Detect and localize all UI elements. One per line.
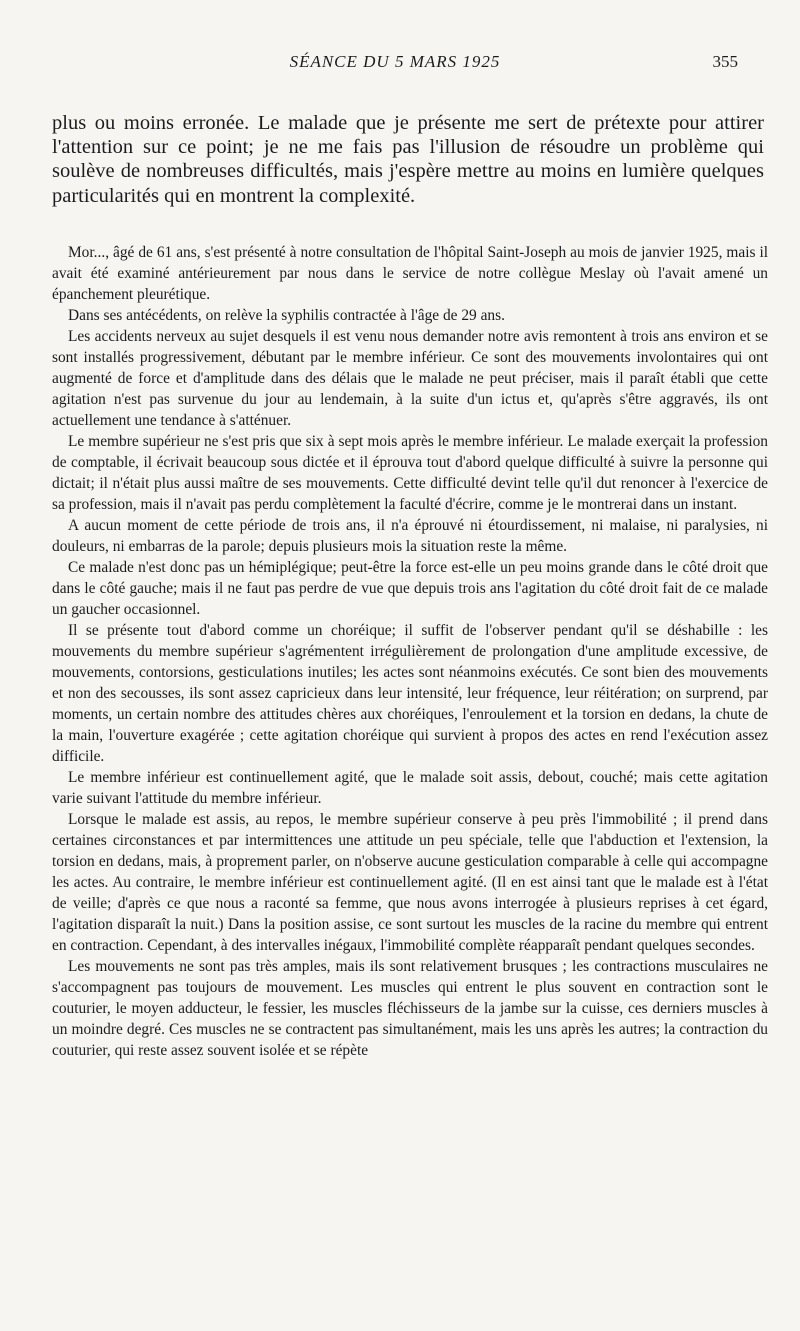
paragraph-seated-position: Lorsque le malade est assis, au repos, le membre supérieur conserve à peu près l'immobilité ; il prend dans certaines circonstances et par intermittences une attitude un peu spéciale, telle que l'abduction et l'extension, la torsion en dedans, mais, à proprement parler, on n'observe aucune gesticulation comparable à celle qui accompagne les actes. Au contraire, le membre inférieur est continuellement agité. (Il en est ainsi tant que le malade est à l'état de veille; d'après ce que nous a raconté sa femme, que nous avons interrogée à plusieurs reprises à cet égard, l'agitation disparaît la nuit.) Dans la position assise, ce sont surtout les muscles de la racine du membre qui entrent en contraction. Cependant, à des intervalles inégaux, l'immobilité complète réapparaît pendant quelques secondes.	[52, 811, 768, 954]
case-report-body	[52, 242, 768, 1061]
paragraph-muscle-contractions: Les mouvements ne sont pas très amples, mais ils sont relativement brusques ; les contractions musculaires ne s'accompagnent pas toujours de mouvement. Les muscles qui entrent le plus souvent en contraction sont le couturier, le moyen adducteur, le fessier, les muscles fléchisseurs de la jambe sur la cuisse, ces derniers muscles à un moindre degré. Ces muscles ne se contractent pas simultanément, mais les uns après les autres; la contraction du couturier, qui reste assez souvent isolée et se répète	[52, 958, 768, 1059]
paragraph-upper-limb: Le membre supérieur ne s'est pris que six à sept mois après le membre inférieur. Le malade exerçait la profession de comptable, il écrivait beaucoup sous dictée et il éprouva tout d'abord quelque difficulté à suivre la personne qui dictait; il n'était plus aussi maître de ses mouvements. Cette difficulté devint telle qu'il dut renoncer à l'exercice de sa profession, mais il n'avait pas perdu complètement la faculté d'écrire, comme je le montrerai dans un instant.	[52, 433, 768, 513]
paragraph-not-hemiplegic: Ce malade n'est donc pas un hémiplégique; peut-être la force est-elle un peu moins grande dans le côté droit que dans le côté gauche; mais il ne faut pas perdre de vue que depuis trois ans l'agitation du côté droit fait de ce malade un gaucher occasionnel.	[52, 559, 768, 618]
paragraph-nervous-accidents: Les accidents nerveux au sujet desquels il est venu nous demander notre avis remontent à trois ans environ et se sont installés progressivement, débutant par le membre inférieur. Ce sont des mouvements involontaires qui ont augmenté de force et d'amplitude dans des délais que le malade ne peut préciser, mais il paraît établi que cette agitation n'est pas survenue du jour au lendemain, à la suite d'un ictus et, qu'après s'être aggravés, ils ont actuellement une tendance à s'atténuer.	[52, 328, 768, 429]
paragraph-no-symptoms: A aucun moment de cette période de trois ans, il n'a éprouvé ni étourdissement, ni malaise, ni paralysies, ni douleurs, ni embarras de la parole; depuis plusieurs mois la situation reste la même.	[52, 517, 768, 555]
paragraph-patient-presentation: Mor..., âgé de 61 ans, s'est présenté à notre consultation de l'hôpital Saint-Joseph au mois de janvier 1925, mais il avait été examiné antérieurement par nous dans le service de notre collègue Meslay où l'avait amené un épanchement pleurétique.	[52, 244, 768, 303]
page-header	[52, 52, 738, 80]
intro-paragraph: plus ou moins erronée. Le malade que je présente me sert de prétexte pour attirer l'attention sur ce point; je ne me fais pas l'illusion de résoudre un problème qui soulève de nombreuses difficultés, mais j'espère mettre au moins en lumière quelques particularités qui en montrent la complexité.	[52, 111, 764, 207]
page-number: 355	[712, 52, 738, 71]
paragraph-choreic: Il se présente tout d'abord comme un choréique; il suffit de l'observer pendant qu'il se déshabille : les mouvements du membre supérieur s'agrémentent irrégulièrement de prolongation d'une amplitude excessive, de mouvements, contorsions, gesticulations inutiles; les actes sont néanmoins exécutés. Ce sont bien des mouvements et non des secousses, ils sont assez capricieux dans leur intensité, leur fréquence, leur réitération; on surprend, par moments, un certain nombre des attitudes chères aux choréiques, l'enroulement et la torsion en dedans, la chute de la main, l'ouverture exagérée ; cette agitation choréique qui survient à propos des actes en rend l'exécution assez difficile.	[52, 622, 768, 765]
paragraph-lower-limb: Le membre inférieur est continuellement agité, que le malade soit assis, debout, couché; mais cette agitation varie suivant l'attitude du membre inférieur.	[52, 769, 768, 807]
paragraph-antecedents: Dans ses antécédents, on relève la syphilis contractée à l'âge de 29 ans.	[68, 307, 505, 324]
running-title: SÉANCE DU 5 MARS 1925	[289, 52, 501, 71]
